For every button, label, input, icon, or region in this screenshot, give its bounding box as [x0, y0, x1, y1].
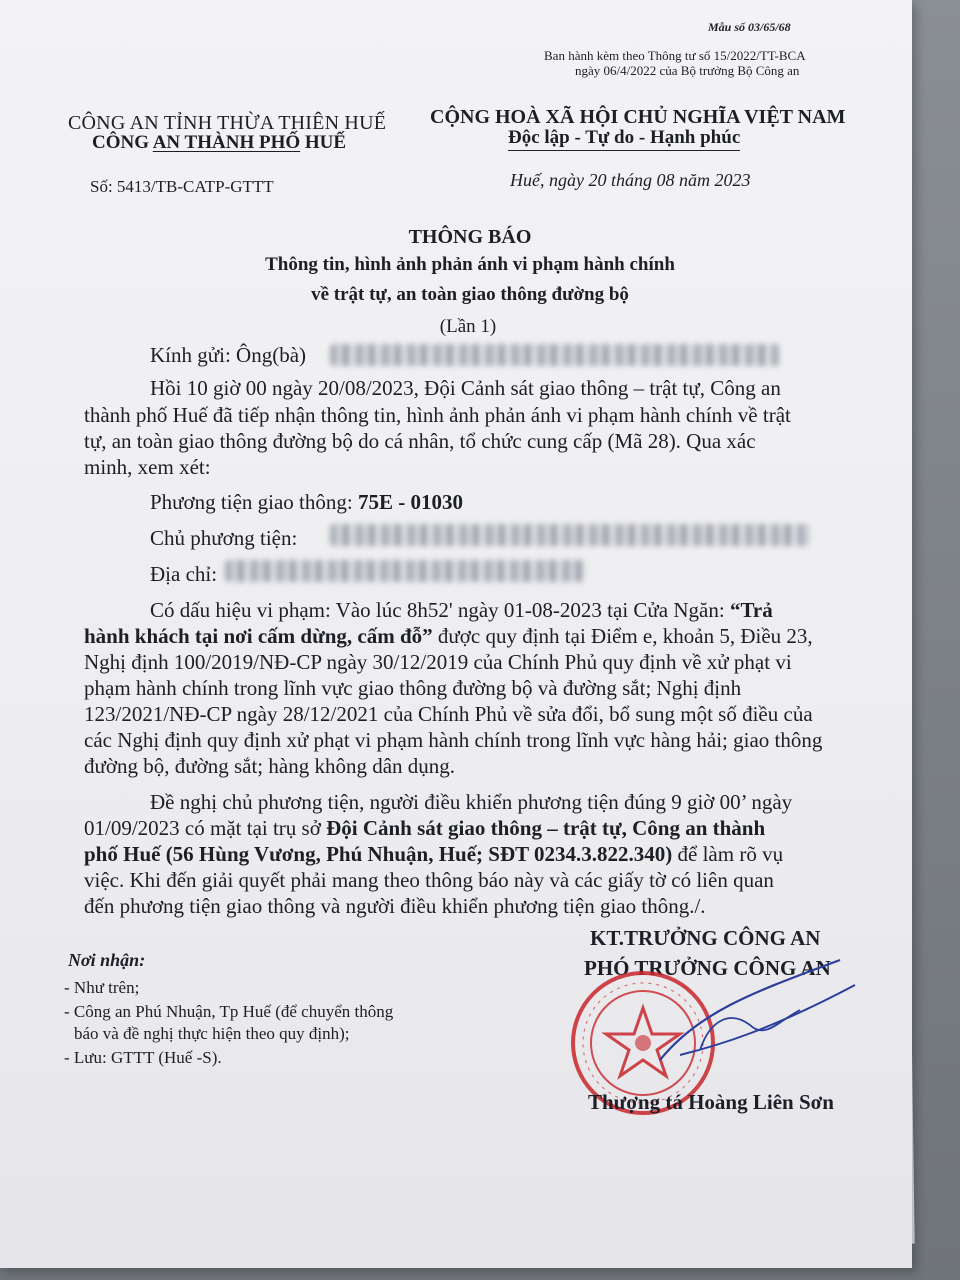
recipient-line: - Công an Phú Nhuận, Tp Huế (để chuyển thông	[64, 1002, 394, 1021]
intro-line: Hồi 10 giờ 00 ngày 20/08/2023, Đội Cảnh sát giao thông – trật tự, Công an	[150, 376, 781, 400]
intro-line: tự, an toàn giao thông đường bộ do cá nhân, tổ chức cung cấp (Mã 28). Qua xác	[84, 429, 756, 453]
vehicle-line	[150, 490, 463, 515]
intro-line: thành phố Huế đã tiếp nhận thông tin, hình ảnh phản ánh vi phạm hành chính về trật	[84, 403, 791, 427]
request-line	[84, 816, 765, 841]
agency-parent: CÔNG AN TỈNH THỪA THIÊN HUẾ	[68, 112, 387, 134]
violation-quote: hành khách tại nơi cấm dừng, cấm đỗ”	[84, 624, 433, 648]
signature-title-1: KT.TRƯỞNG CÔNG AN	[590, 926, 821, 950]
document-number: Số: 5413/TB-CATP-GTTT	[90, 177, 274, 196]
notice-round: (Lần 1)	[439, 316, 497, 337]
agency-name	[92, 132, 346, 154]
signer-name: Thượng tá Hoàng Liên Sơn	[588, 1090, 834, 1114]
request-location: phố Huế (56 Hùng Vương, Phú Nhuận, Huế; SĐT 0234.3.822.340)	[84, 842, 673, 866]
violation-line	[150, 598, 773, 623]
redacted-recipient-name	[330, 344, 780, 366]
document-title: THÔNG BÁO	[408, 226, 532, 248]
agency-underlined: AN THÀNH PHỐ	[152, 132, 301, 153]
nation-title: CỘNG HOÀ XÃ HỘI CHỦ NGHĨA VIỆT NAM	[430, 106, 846, 128]
owner-label: Chủ phương tiện:	[150, 526, 298, 550]
violation-line: phạm hành chính trong lĩnh vực giao thông đường bộ và đường sắt; Nghị định	[84, 676, 742, 700]
violation-text: Có dấu hiệu vi phạm: Vào lúc 8h52' ngày 01-08-2023 tại Cửa Ngăn:	[150, 598, 730, 622]
request-line: Đề nghị chủ phương tiện, người điều khiển phương tiện đúng 9 giờ 00’ ngày	[150, 790, 793, 814]
violation-line: Nghị định 100/2019/NĐ-CP ngày 30/12/2019 của Chính Phủ quy định về xử phạt vi	[84, 650, 792, 674]
violation-quote: “Trả	[729, 598, 773, 622]
form-code: Mẫu số 03/65/68	[708, 20, 791, 34]
vehicle-plate: 75E - 01030	[357, 490, 463, 514]
recipients-title: Nơi nhận:	[68, 950, 146, 970]
redacted-owner-name	[330, 524, 810, 546]
issued-by-line1: Ban hành kèm theo Thông tư số 15/2022/TT-BCA	[544, 48, 806, 63]
violation-line: đường bộ, đường sắt; hàng không dân dụng.	[84, 754, 456, 778]
request-text: để làm rõ vụ	[672, 842, 784, 866]
request-line: việc. Khi đến giải quyết phải mang theo thông báo này và các giấy tờ có liên quan	[84, 868, 774, 892]
issued-by-line2: ngày 06/4/2022 của Bộ trưởng Bộ Công an	[575, 63, 800, 78]
agency-prefix: CÔNG	[92, 132, 153, 153]
document-date: Huế, ngày 20 tháng 08 năm 2023	[510, 170, 751, 190]
request-text: 01/09/2023 có mặt tại trụ sở	[84, 816, 327, 840]
document-subtitle-2: về trật tự, an toàn giao thông đường bộ	[311, 284, 629, 305]
greeting-label: Kính gửi: Ông(bà)	[150, 343, 307, 367]
violation-line: các Nghị định quy định xử phạt vi phạm hành chính trong lĩnh vực hàng hải; giao thông	[84, 728, 823, 752]
recipient-line: báo và đề nghị thực hiện theo quy định);	[74, 1024, 350, 1043]
handwritten-signature	[640, 950, 870, 1080]
agency-suffix: HUẾ	[300, 132, 347, 153]
address-label: Địa chỉ:	[150, 562, 218, 586]
violation-text: được quy định tại Điểm e, khoản 5, Điều 23,	[432, 624, 813, 648]
signature-title-2: PHÓ TRƯỞNG CÔNG AN	[584, 956, 831, 980]
violation-line	[84, 624, 813, 649]
violation-line: 123/2021/NĐ-CP ngày 28/12/2021 của Chính Phủ về sửa đổi, bổ sung một số điều của	[84, 702, 813, 726]
request-location: Đội Cảnh sát giao thông – trật tự, Công an thành	[326, 816, 766, 840]
nation-motto: Độc lập - Tự do - Hạnh phúc	[508, 127, 740, 151]
request-line: đến phương tiện giao thông và người điều khiển phương tiện giao thông./.	[84, 894, 706, 918]
recipient-line: - Lưu: GTTT (Huế -S).	[64, 1048, 222, 1067]
request-line	[84, 842, 783, 867]
redacted-address	[225, 560, 585, 582]
vehicle-label: Phương tiện giao thông:	[150, 490, 358, 514]
intro-line: minh, xem xét:	[84, 455, 211, 479]
recipient-line: - Như trên;	[64, 978, 140, 997]
document-subtitle-1: Thông tin, hình ảnh phản ánh vi phạm hành chính	[265, 254, 675, 275]
